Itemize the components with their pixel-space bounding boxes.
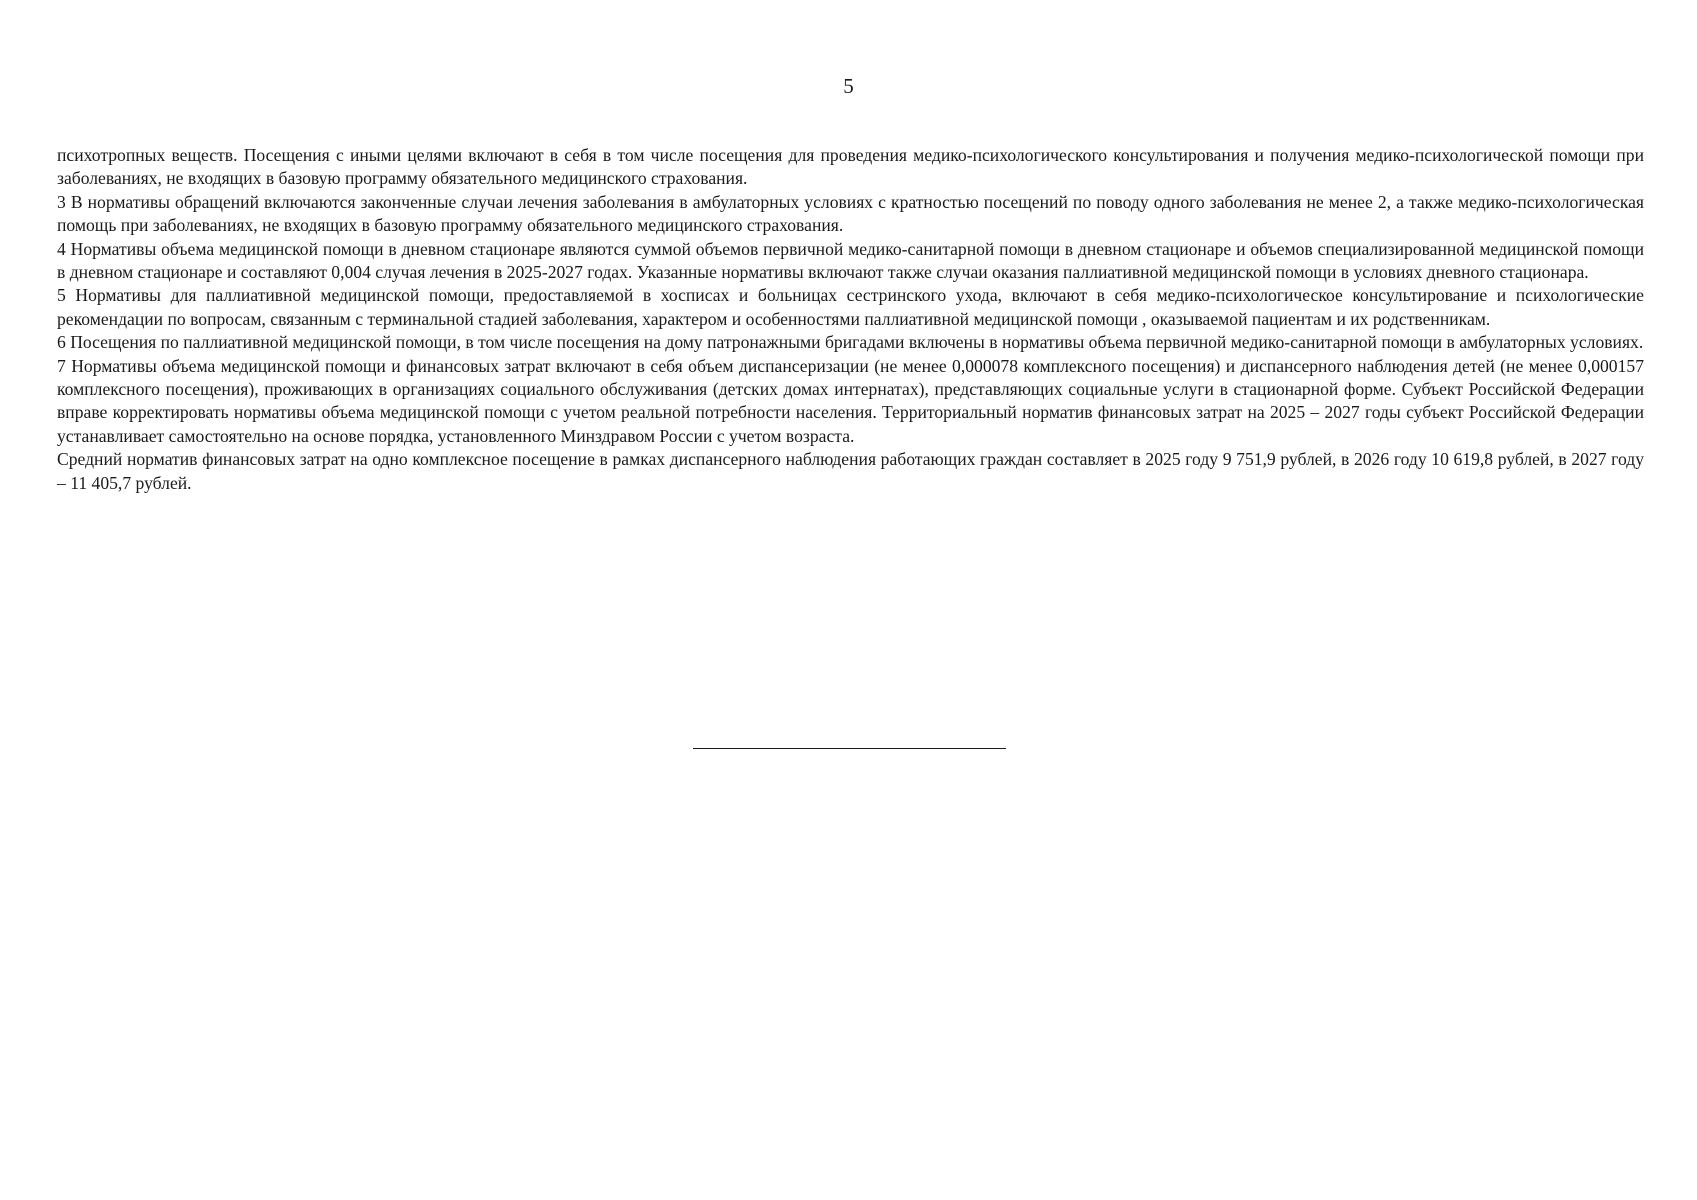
average-cost-paragraph: Средний норматив финансовых затрат на одно комплексное посещение в рамках диспансерного наблюдения работающих граждан составляет в 2025 году 9 751,9 рублей, в 2026 году 10 619,8 рублей, в 2027 году – 11 405,7 рублей.	[57, 449, 1644, 493]
end-divider-line	[693, 748, 1006, 749]
footnote-6: 6 Посещения по паллиативной медицинской помощи, в том числе посещения на дому патронажными бригадами включены в нормативы объема первичной медико-санитарной помощи в амбулаторных условиях.	[57, 332, 1644, 353]
footnote-3: 3 В нормативы обращений включаются законченные случаи лечения заболевания в амбулаторных условиях с кратностью посещений по поводу одного заболевания не менее 2, а также медико-психологическая помощь при заболеваниях, не входящих в базовую программу обязательного медицинского страхования.	[57, 191, 1644, 236]
page-number: 5	[843, 74, 854, 98]
paragraph-continuation: психотропных веществ. Посещения с иными целями включают в себя в том числе посещения для проведения медико-психологического консультирования и получения медико-психологической помощи при заболеваниях, не входящих в базовую программу обязательного медицинского страхования.	[57, 145, 1644, 189]
footnote-4: 4 Нормативы объема медицинской помощи в дневном стационаре являются суммой объемов первичной медико-санитарной помощи в дневном стационаре и объемов специализированной медицинской помощи в дневном стационаре и составляют 0,004 случая лечения в 2025-2027 годах. Указанные нормативы включают также случаи оказания паллиативной медицинской помощи в условиях дневного стационара.	[57, 238, 1644, 283]
footnote-7: 7 Нормативы объема медицинской помощи и финансовых затрат включают в себя объем диспансеризации (не менее 0,000078 комплексного посещения) и диспансерного наблюдения детей (не менее 0,000157 комплексного посещения), проживающих в организациях социального обслуживания (детских домах интернатах), представляющих социальные услуги в стационарной форме. Субъект Российской Федерации вправе корректировать нормативы объема медицинской помощи с учетом реальной потребности населения. Территориальный норматив финансовых затрат на 2025 – 2027 годы субъект Российской Федерации устанавливает самостоятельно на основе порядка, установленного Минздравом России с учетом возраста.	[57, 355, 1644, 446]
document-body	[57, 144, 1644, 495]
footnote-5: 5 Нормативы для паллиативной медицинской помощи, предоставляемой в хосписах и больницах сестринского ухода, включают в себя медико-психологическое консультирование и психологические рекомендации по вопросам, связанным с терминальной стадией заболевания, характером и особенностями паллиативной медицинской помощи , оказываемой пациентам и их родственникам.	[57, 285, 1644, 329]
